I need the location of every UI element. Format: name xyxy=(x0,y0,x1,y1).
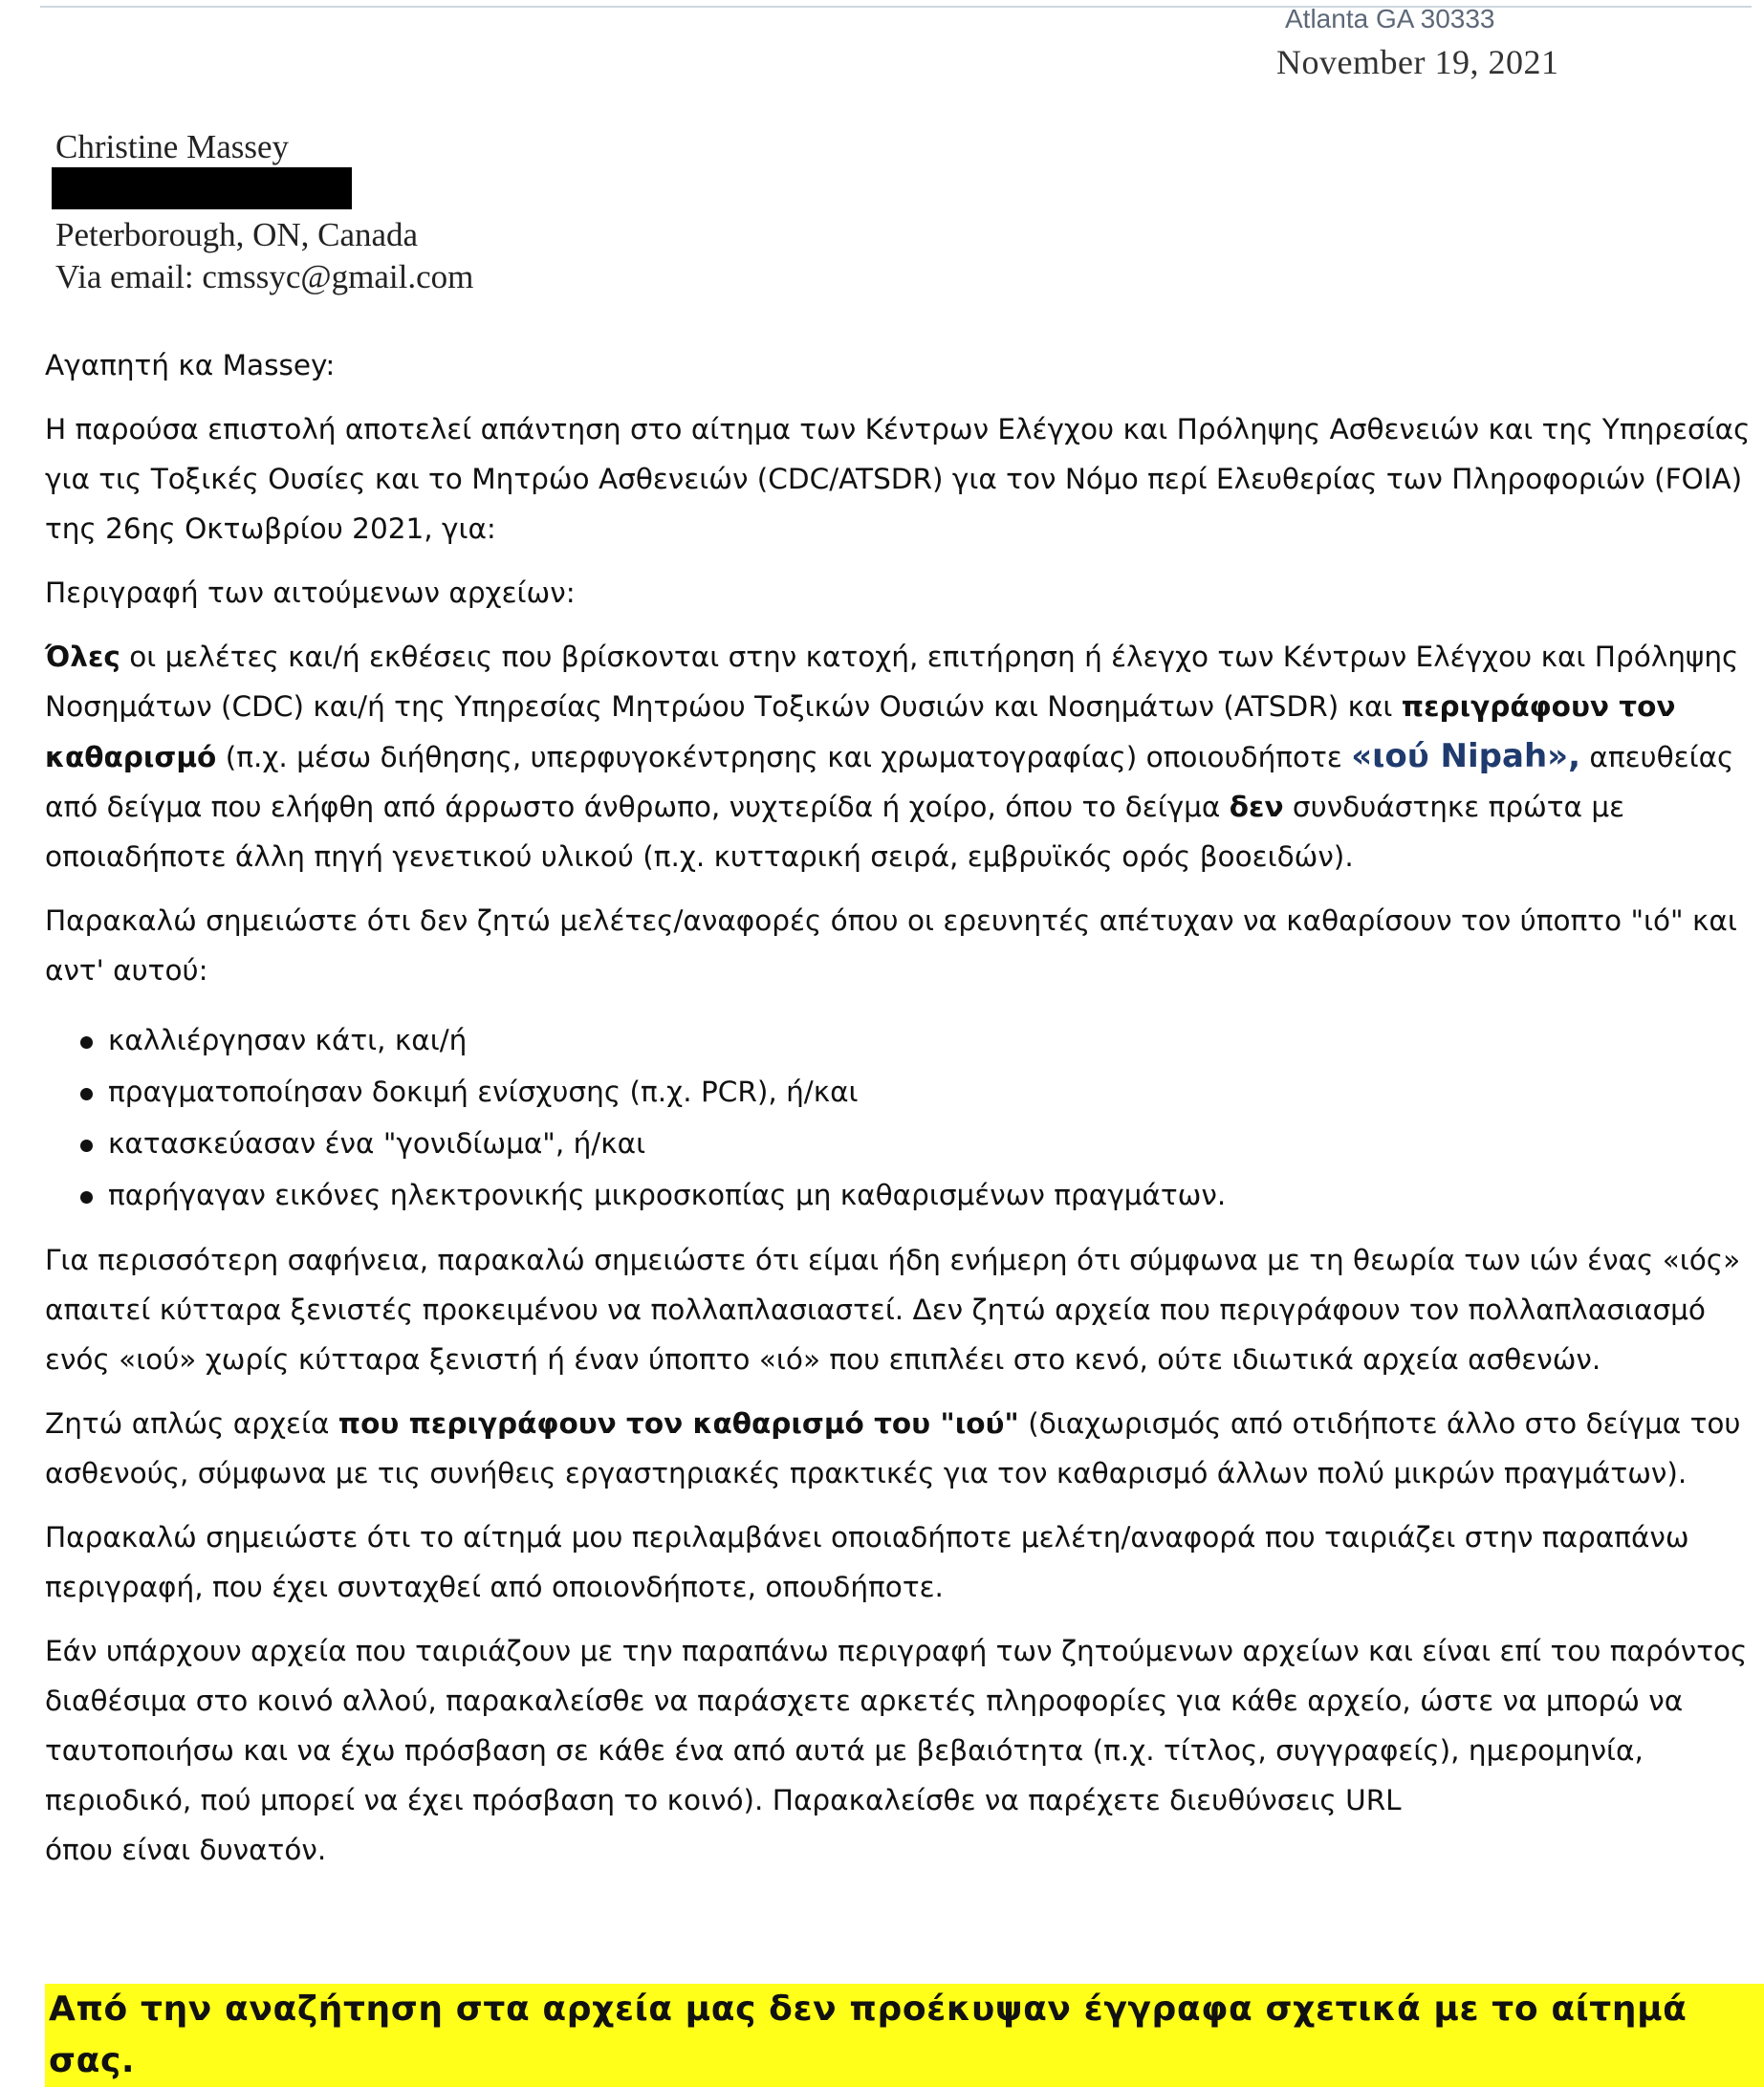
bullet-icon xyxy=(80,1036,93,1049)
emphasis-request: που περιγράφουν τον καθαρισμό του "ιού" xyxy=(338,1407,1019,1440)
paragraph-request xyxy=(45,1399,1752,1498)
list-item-text: κατασκεύασαν ένα "γονιδίωμα", ή/και xyxy=(108,1127,646,1160)
list-item xyxy=(45,1169,1752,1221)
highlighted-response: Από την αναζήτηση στα αρχεία μας δεν προέκυψαν έγγραφα σχετικά με το αίτημά σας. xyxy=(45,1984,1764,2087)
paragraph-public-records: Εάν υπάρχουν αρχεία που ταιριάζουν με την παραπάνω περιγραφή των ζητούμενων αρχείων και είναι επί του παρόντος διαθέσιμα στο κοινό αλλού, παρακαλείσθε να παράσχετε αρκετές πληροφορίες για κάθε αρχείο, ώστε να μπορώ να ταυτοποιήσω και να έχω πρόσβαση σε κάθε ένα από αυτά με βεβαιότητα (π.χ. τίτλος, συγγραφείς), ημερομηνία, περιοδικό, πού μπορεί να έχει πρόσβαση το κοινό). Παρακαλείσθε να παρέχετε διευθύνσεις URL xyxy=(45,1635,1748,1816)
list-item xyxy=(45,1066,1752,1118)
list-item-text: πραγματοποίησαν δοκιμή ενίσχυσης (π.χ. PCR), ή/και xyxy=(108,1076,859,1108)
paragraph-scope: Παρακαλώ σημειώστε ότι το αίτημά μου περιλαμβάνει οποιαδήποτε μελέτη/αναφορά που ταιριάζει στην παραπάνω περιγραφή, που έχει συνταχθεί από οποιονδήποτε, οπουδήποτε. xyxy=(45,1521,1689,1603)
emphasis-not: δεν xyxy=(1229,791,1284,823)
letter-date: November 19, 2021 xyxy=(1276,43,1559,81)
list-item-text: παρήγαγαν εικόνες ηλεκτρονικής μικροσκοπίας μη καθαρισμένων πραγμάτων. xyxy=(108,1179,1227,1211)
sender-city-line: Atlanta GA 30333 xyxy=(1285,4,1495,33)
emphasis-purification: περιγράφουν τον καθαρισμό xyxy=(45,690,1676,773)
text-run: Ζητώ απλώς αρχεία xyxy=(45,1407,338,1440)
bullet-icon xyxy=(80,1140,93,1152)
paragraph-exclusions: Παρακαλώ σημειώστε ότι δεν ζητώ μελέτες/αναφορές όπου οι ερευνητές απέτυχαν να καθαρίσουν τον ύποπτο "ιό" και αντ' αυτού: xyxy=(45,904,1737,987)
recipient-name: Christine Massey xyxy=(55,128,290,165)
virus-name-highlight: «ιού Nipah», xyxy=(1351,737,1581,775)
redacted-address-block xyxy=(52,167,352,209)
paragraph-records-description xyxy=(45,632,1752,881)
emphasis-all: Όλες xyxy=(45,641,120,673)
exclusion-list xyxy=(45,1014,1752,1221)
paragraph-intro: Η παρούσα επιστολή αποτελεί απάντηση στο αίτημα των Κέντρων Ελέγχου και Πρόληψης Ασθενειών και της Υπηρεσίας για τις Τοξικές Ουσίες και το Μητρώο Ασθενειών (CDC/ATSDR) για τον Νόμο περί Ελευθερίας των Πληροφοριών (FOIA) της 26ης Οκτωβρίου 2021, για: xyxy=(45,413,1751,545)
text-run: (διαχωρισμός από οτιδήποτε άλλο στο δείγμα του ασθενούς, σύμφωνα με τις συνήθεις εργαστηριακές πρακτικές για τον καθαρισμό άλλων πολύ μικρών πραγμάτων). xyxy=(45,1407,1741,1489)
list-item xyxy=(45,1014,1752,1066)
recipient-location: Peterborough, ON, Canada xyxy=(55,216,419,253)
paragraph-clarification: Για περισσότερη σαφήνεια, παρακαλώ σημειώστε ότι είμαι ήδη ενήμερη ότι σύμφωνα με τη θεωρία των ιών ένας «ιός» απαιτεί κύτταρα ξενιστές προκειμένου να πολλαπλασιαστεί. Δεν ζητώ αρχεία που περιγράφουν τον πολλαπλασιασμό ενός «ιού» χωρίς κύτταρα ξενιστή ή έναν ύποπτο «ιό» που επιπλέει στο κενό, ούτε ιδιωτικά αρχεία ασθενών. xyxy=(45,1244,1741,1376)
text-run: οι μελέτες και/ή εκθέσεις που βρίσκονται στην κατοχή, επιτήρηση ή έλεγχο των Κέντρων Ελέγχου και Πρόληψης Νοσημάτων (CDC) και/ή της Υπηρεσίας Μητρώου Τοξικών Ουσιών και Νοσημάτων (ATSDR) και xyxy=(45,641,1739,723)
paragraph-where-possible: όπου είναι δυνατόν. xyxy=(45,1834,327,1866)
list-item-text: καλλιέργησαν κάτι, και/ή xyxy=(108,1024,468,1056)
bullet-icon xyxy=(80,1088,93,1100)
text-run: (π.χ. μέσω διήθησης, υπερφυγοκέντρησης και χρωματογραφίας) οποιουδήποτε xyxy=(216,741,1352,773)
text-run: συνδυάστηκε πρώτα με οποιαδήποτε άλλη πηγή γενετικού υλικού (π.χ. κυτταρική σειρά, εμβρυϊκός ορός βοοειδών). xyxy=(45,791,1625,873)
salutation: Αγαπητή κα Massey: xyxy=(45,349,336,381)
recipient-email: Via email: cmssyc@gmail.com xyxy=(55,258,474,295)
list-item xyxy=(45,1118,1752,1169)
letter-body xyxy=(45,340,1752,1875)
bullet-icon xyxy=(80,1191,93,1204)
paragraph-records-heading: Περιγραφή των αιτούμενων αρχείων: xyxy=(45,576,576,609)
text-run: απευθείας από δείγμα που ελήφθη από άρρωστο άνθρωπο, νυχτερίδα ή χοίρο, όπου το δείγμα xyxy=(45,741,1734,823)
